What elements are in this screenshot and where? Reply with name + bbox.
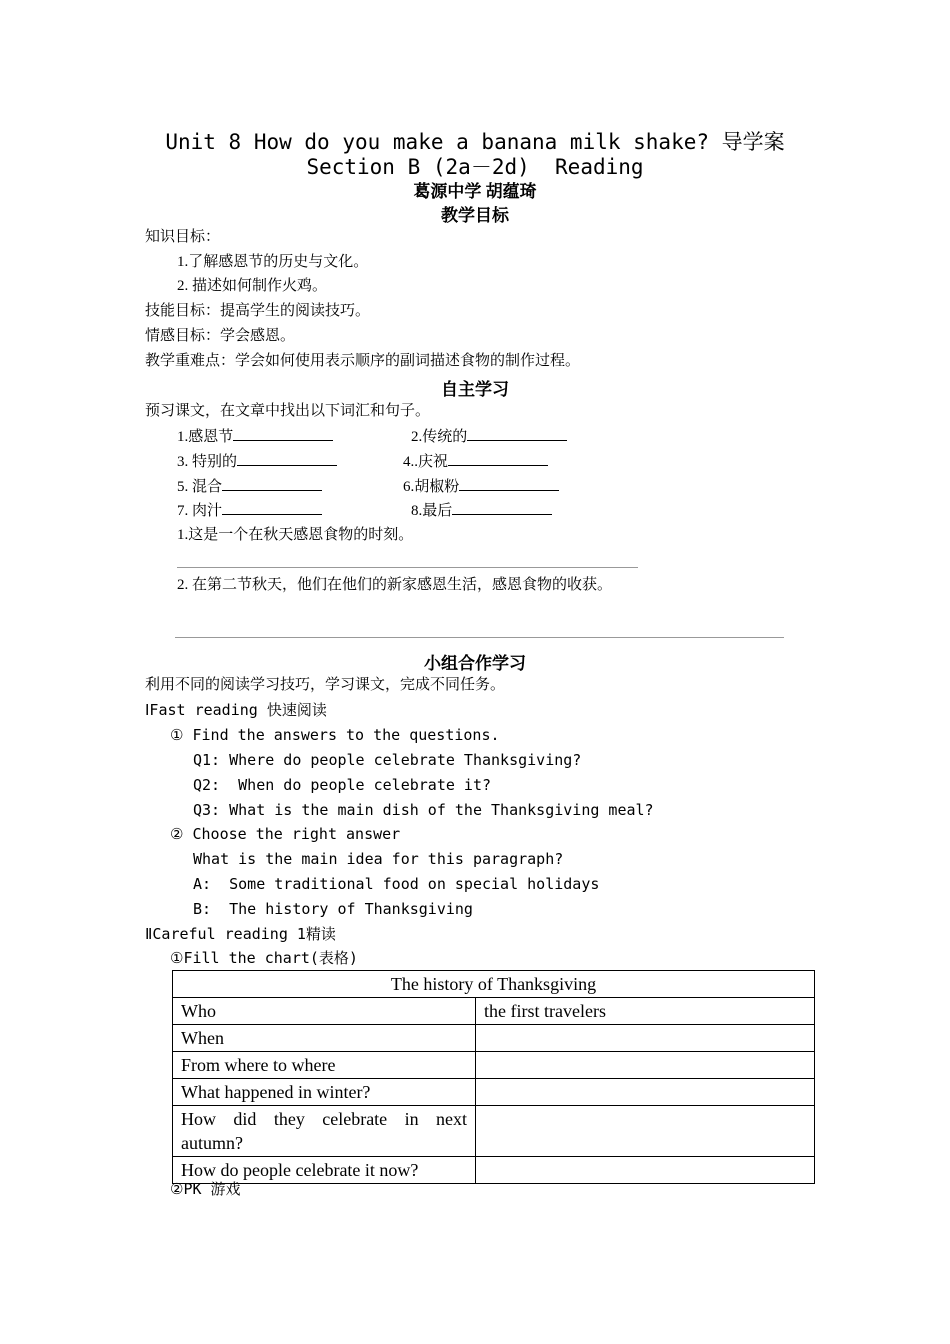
group-study-heading: 小组合作学习 <box>424 654 526 673</box>
key-points: 教学重难点：学会如何使用表示顺序的副词描述食物的制作过程。 <box>145 353 581 369</box>
table-question-cell: From where to where <box>173 1052 476 1079</box>
answer-blank[interactable] <box>448 451 548 466</box>
table-row <box>173 1052 815 1079</box>
vocab-item: 6.胡椒粉 <box>403 476 559 497</box>
goals-heading: 教学目标 <box>441 206 509 225</box>
vocab-item: 5. 混合 <box>177 476 322 497</box>
table-answer-cell[interactable]: the first travelers <box>476 998 815 1025</box>
table-row <box>173 1106 815 1157</box>
answer-blank[interactable] <box>452 500 552 515</box>
table-answer-cell[interactable] <box>476 1025 815 1052</box>
question-item: Q1: Where do people celebrate Thanksgiving? <box>193 751 582 769</box>
answer-line[interactable] <box>177 567 638 568</box>
table-row <box>173 1157 815 1184</box>
pk-game-task: ②PK 游戏 <box>170 1180 241 1198</box>
self-study-heading: 自主学习 <box>441 380 509 399</box>
main-idea-question: What is the main idea for this paragraph? <box>193 850 564 868</box>
answer-blank[interactable] <box>459 476 559 491</box>
table-caption: The history of Thanksgiving <box>173 971 815 998</box>
table-question-cell: How do people celebrate it now? <box>173 1157 476 1184</box>
answer-blank[interactable] <box>222 500 322 515</box>
careful-reading-title: ⅡCareful reading 1精读 <box>145 925 336 943</box>
group-study-intro: 利用不同的阅读学习技巧，学习课文，完成不同任务。 <box>145 677 506 693</box>
question-item: Q3: What is the main dish of the Thanksgiving meal? <box>193 801 654 819</box>
answer-blank[interactable] <box>237 451 337 466</box>
table-question-cell: Who <box>173 998 476 1025</box>
task-find-answers: ① Find the answers to the questions. <box>170 726 500 744</box>
vocab-item: 4..庆祝 <box>403 451 548 472</box>
answer-option-a[interactable]: A: Some traditional food on special holidays <box>193 875 600 893</box>
table-question-cell: When <box>173 1025 476 1052</box>
table-answer-cell[interactable] <box>476 1157 815 1184</box>
table-row <box>173 998 815 1025</box>
table-row <box>173 1079 815 1106</box>
table-row <box>173 1025 815 1052</box>
knowledge-goals-label: 知识目标： <box>145 229 221 245</box>
document-title: Unit 8 How do you make a banana milk shake? 导学案 <box>165 130 785 154</box>
vocab-item: 1.感恩节 <box>177 426 333 447</box>
history-table <box>172 970 815 1184</box>
table-answer-cell[interactable] <box>476 1079 815 1106</box>
self-study-intro: 预习课文，在文章中找出以下词汇和句子。 <box>145 403 431 419</box>
sentence-prompt: 1.这是一个在秋天感恩食物的时刻。 <box>177 527 414 543</box>
table-answer-cell[interactable] <box>476 1052 815 1079</box>
answer-line[interactable] <box>175 637 784 638</box>
fill-chart-task: ①Fill the chart(表格) <box>170 949 358 967</box>
answer-blank[interactable] <box>222 476 322 491</box>
answer-blank[interactable] <box>233 426 333 441</box>
skill-goal: 技能目标：提高学生的阅读技巧。 <box>145 303 371 319</box>
table-question-cell: How did they celebrate in next autumn? <box>173 1106 476 1157</box>
table-question-cell: What happened in winter? <box>173 1079 476 1106</box>
table-answer-cell[interactable] <box>476 1106 815 1157</box>
vocab-item: 3. 特别的 <box>177 451 337 472</box>
knowledge-goal-item: 1.了解感恩节的历史与文化。 <box>177 254 369 270</box>
sentence-prompt: 2. 在第二节秋天，他们在他们的新家感恩生活，感恩食物的收获。 <box>177 577 613 593</box>
vocab-item: 7. 肉汁 <box>177 500 322 521</box>
knowledge-goal-item: 2. 描述如何制作火鸡。 <box>177 278 328 294</box>
answer-option-b[interactable]: B: The history of Thanksgiving <box>193 900 473 918</box>
emotion-goal: 情感目标：学会感恩。 <box>145 328 296 344</box>
answer-blank[interactable] <box>467 426 567 441</box>
vocab-item: 8.最后 <box>411 500 552 521</box>
fast-reading-title: ⅠFast reading 快速阅读 <box>145 701 327 719</box>
task-choose-answer: ② Choose the right answer <box>170 825 401 843</box>
question-item: Q2: When do people celebrate it? <box>193 776 492 794</box>
document-subtitle: Section B (2a－2d) Reading <box>306 155 644 179</box>
vocab-item: 2.传统的 <box>411 426 567 447</box>
author-line: 葛源中学 胡蕴琦 <box>413 182 537 201</box>
